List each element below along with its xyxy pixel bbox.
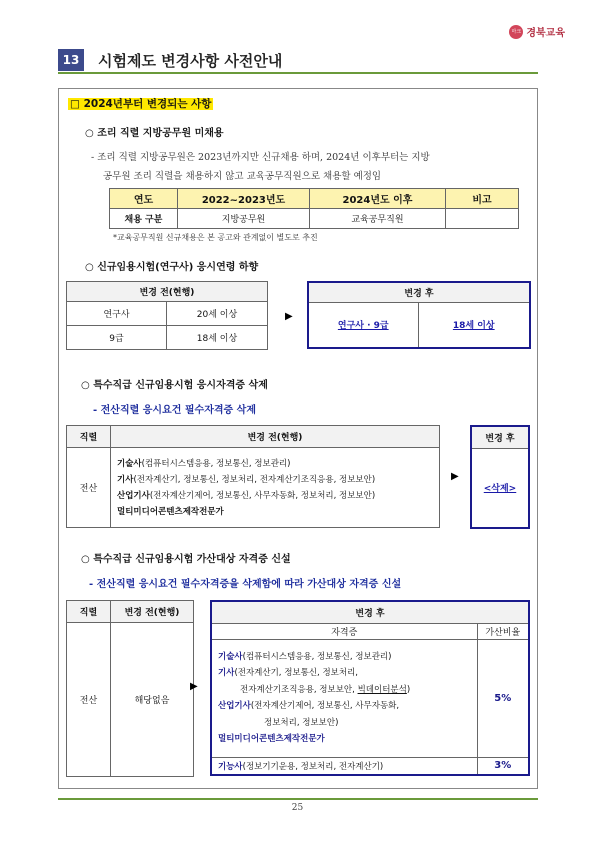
table-header: 2022~2023년도 [178,189,310,209]
cert-line-technician: 기능사(정보기기운용, 정보처리, 전자계산기) [211,757,477,775]
table-subheader: 가산비율 [477,623,529,639]
table-header: 연도 [110,189,178,209]
item4-before-table [66,600,194,777]
ratio-3: 3% [477,757,529,775]
deleted-label: <삭제> [483,484,517,495]
item1-heading: ○ 조리 직렬 지방공무원 미채용 [85,128,224,139]
item3-after-table [470,425,530,529]
table-header: 비고 [446,189,519,209]
cert-list [111,448,440,528]
cert-line: 산업기사(전자계산기제어, 정보통신, 사무자동화, [218,701,400,711]
cert-line: 기술사(컴퓨터시스템응용, 정보통신, 정보관리) [117,458,291,469]
item1-note: *교육공무직원 신규채용은 본 공고와 관계없이 별도로 추진 [113,233,318,242]
cert-line: 멀티미디어콘텐츠제작전문가 [117,506,224,517]
item2-before-table [66,281,268,350]
ratio-5: 5% [477,639,529,757]
after-age-link: 18세 이상 [452,321,495,332]
footer-rule [58,798,538,800]
table-cell: 전산 [67,623,111,777]
section-number: 13 [58,49,84,71]
cert-line: 전자계산기조직응용, 정보보안, 빅데이터분석) [240,684,411,695]
logo [509,24,565,39]
cert-line: 정보처리, 정보보안) [264,717,339,728]
content-box [58,88,538,789]
item4-after-table [210,600,530,776]
item1-desc-line2: 공무원 조리 직렬을 채용하지 않고 교육공무직원으로 채용할 예정임 [103,171,382,182]
item4-sub: - 전산직렬 응시요건 필수자격증을 삭제함에 따라 가산대상 자격증 신설 [89,579,402,590]
item2-heading: ○ 신규임용시험(연구사) 응시연령 하향 [85,262,259,273]
table-header: 변경 후 [471,426,529,448]
table-cell: 해당없음 [111,623,194,777]
checkbox-icon: □ [70,98,80,110]
table-cell: 지방공무원 [178,209,310,229]
table-subheader: 자격증 [211,623,477,639]
arrow-right-icon: ▶ [285,311,293,322]
table-header: 변경 후 [211,601,529,623]
table-cell [446,209,519,229]
after-target-link: 연구사 · 9급 [337,321,389,332]
arrow-right-icon: ▶ [451,471,459,482]
table-header: 직렬 [67,426,111,448]
main-heading [68,96,213,111]
table-cell: 20세 이상 [167,302,268,326]
table-header: 변경 전(현행) [111,426,440,448]
table-header: 변경 후 [308,282,530,302]
table-header: 2024년도 이후 [310,189,446,209]
item2-after-table [307,281,531,349]
table-cell: 9급 [67,326,167,350]
cert-line: 산업기사(전자계산기제어, 정보통신, 사무자동화, 정보처리, 정보보안) [117,490,376,501]
logo-mark: 마크 [509,25,523,39]
table-cell: 교육공무직원 [310,209,446,229]
table-header: 직렬 [67,601,111,623]
arrow-right-icon: ▶ [190,681,198,692]
cert-line: 기사(전자계산기, 정보통신, 정보처리, 전자계산기조직응용, 정보보안) [117,474,376,485]
table-header: 변경 전(현행) [111,601,194,623]
item3-before-table [66,425,440,528]
section-title: 시험제도 변경사항 사전안내 [98,51,283,70]
cert-line: 기술사(컴퓨터시스템응용, 정보통신, 정보관리) [218,651,392,662]
cert-line: 멀티미디어콘텐츠제작전문가 [218,734,325,744]
table-cell: 18세 이상 [167,326,268,350]
main-heading-text: 2024년부터 변경되는 사항 [83,98,212,110]
table-cell: 채용 구분 [110,209,178,229]
cert-list [211,639,477,757]
page-number: 25 [291,803,304,813]
logo-text: 경북교육 [526,28,565,39]
table-cell: 전산 [67,448,111,528]
section-title-bar [58,48,538,74]
item1-table [109,188,519,229]
table-cell: 연구사 [67,302,167,326]
item3-heading: ○ 특수직급 신규임용시험 응시자격증 삭제 [81,380,268,391]
cert-line: 기사(전자계산기, 정보통신, 정보처리, [218,668,359,678]
table-header: 변경 전(현행) [67,282,268,302]
item1-desc-line1: - 조리 직렬 지방공무원은 2023년까지만 신규채용 하며, 2024년 이후부터는 지방 [91,152,430,163]
item3-sub: - 전산직렬 응시요건 필수자격증 삭제 [93,405,256,416]
item4-heading: ○ 특수직급 신규임용시험 가산대상 자격증 신설 [81,554,291,565]
